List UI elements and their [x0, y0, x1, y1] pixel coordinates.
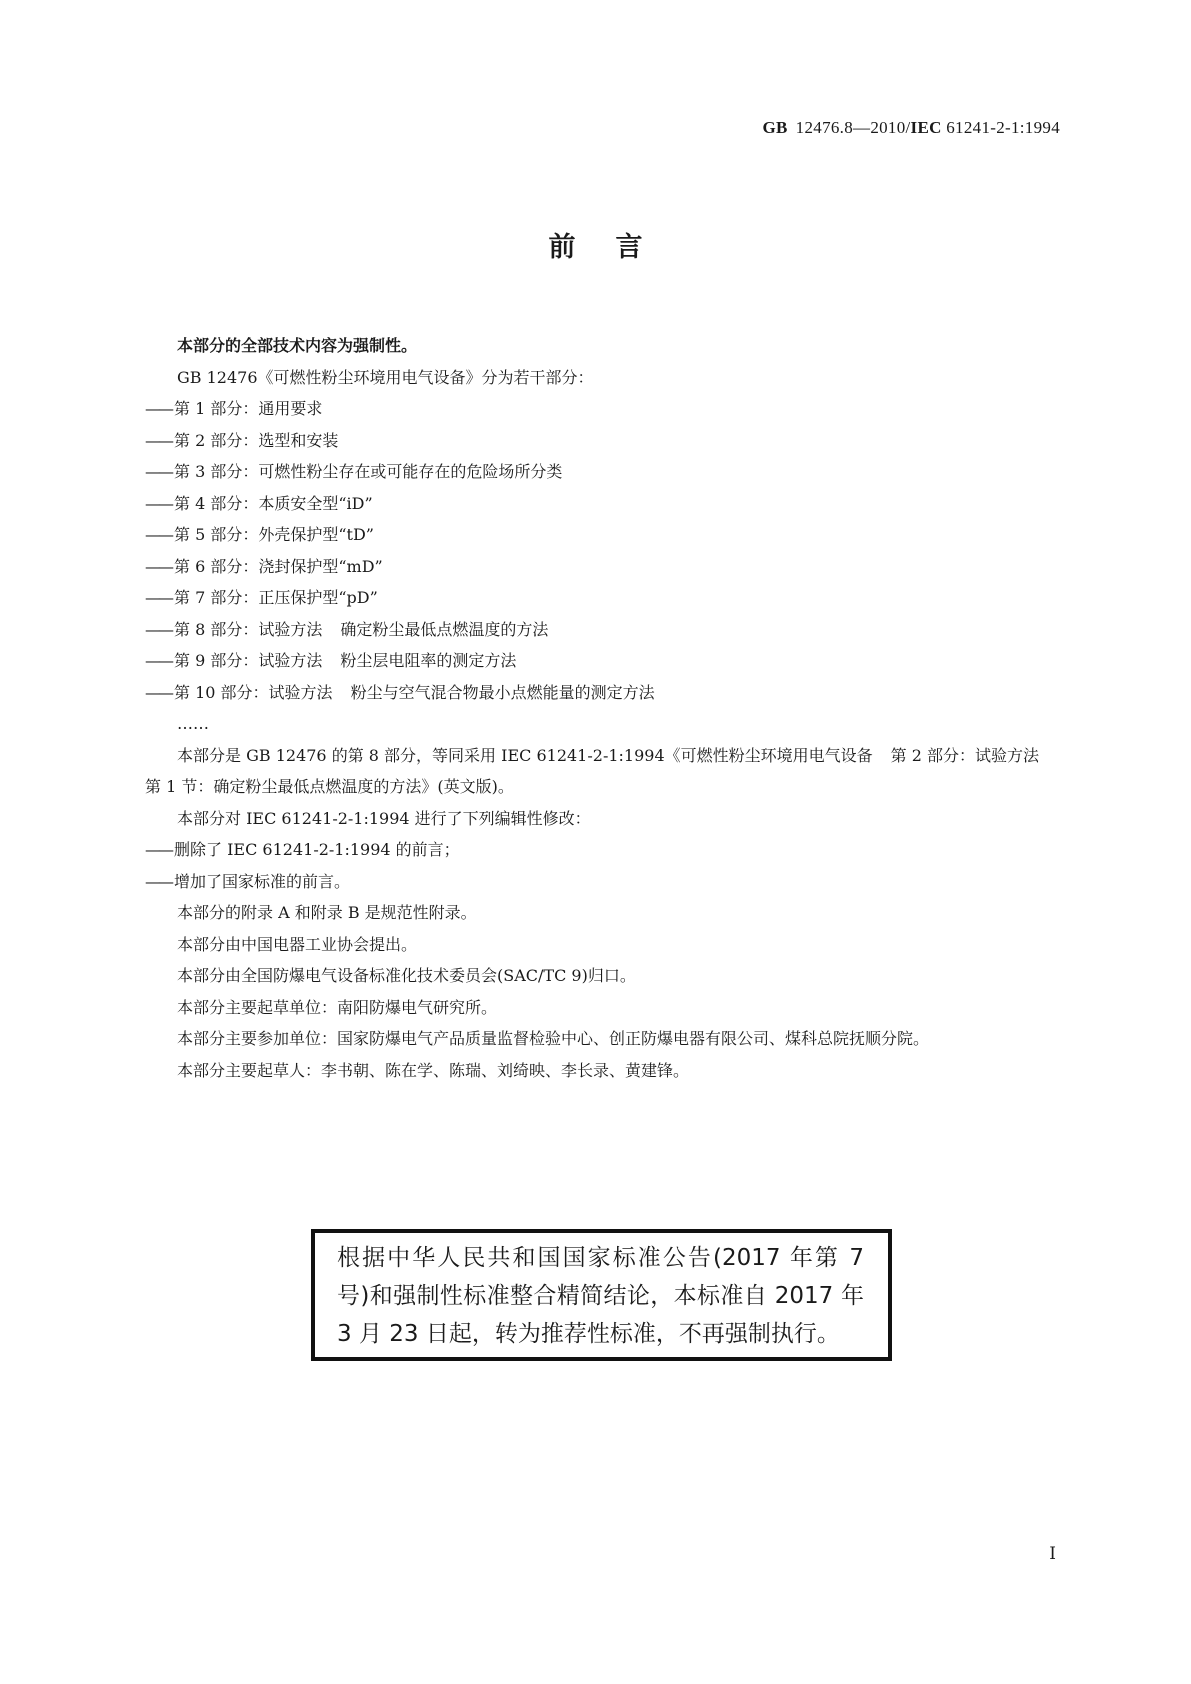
- iec-prefix: IEC: [910, 118, 942, 137]
- gb-number: 12476.8—2010/: [795, 118, 911, 137]
- gb-prefix: GB: [762, 118, 788, 137]
- list-item: —— 第 1 部分：通用要求: [145, 399, 323, 418]
- list-item: —— 第 2 部分：选型和安装: [145, 430, 339, 450]
- list-item: —— 第 9 部分：试验方法 粉尘层电阻率的测定方法: [145, 651, 517, 670]
- list-item: —— 第 4 部分：本质安全型“iD”: [145, 493, 373, 513]
- list-item: —— 第 6 部分：浇封保护型“mD”: [145, 556, 383, 576]
- page-number: I: [1049, 1544, 1056, 1564]
- centralized-by: 本部分由全国防爆电气设备标准化技术委员会(SAC/TC 9)归口。: [177, 966, 636, 985]
- parts-list: [145, 393, 1057, 708]
- lead-statement: 本部分的全部技术内容为强制性。: [177, 336, 418, 355]
- list-item: —— 增加了国家标准的前言。: [145, 871, 351, 891]
- status-notice-box: 根据中华人民共和国国家标准公告(2017 年第 7 号)和强制性标准整合精简结论，本标准自 2017 年 3 月 23 日起，转为推荐性标准，不再强制执行。: [311, 1229, 892, 1361]
- standard-code: [763, 118, 1061, 138]
- list-ellipsis: ……: [177, 714, 209, 733]
- foreword-body: [145, 330, 1057, 1086]
- list-item: —— 删除了 IEC 61241-2-1:1994 的前言；: [145, 840, 460, 859]
- main-drafters: 本部分主要起草人：李书朝、陈在学、陈瑞、刘绮映、李长录、黄建锋。: [177, 1060, 690, 1080]
- modifications-intro: 本部分对 IEC 61241-2-1:1994 进行了下列编辑性修改：: [177, 808, 591, 828]
- adoption-paragraph: 本部分是 GB 12476 的第 8 部分，等同采用 IEC 61241-2-1:1994《可燃性粉尘环境用电气设备 第 2 部分：试验方法第 1 节：确定粉尘最低点燃温度的方法》(英文版)。: [145, 745, 1040, 796]
- series-intro: GB 12476《可燃性粉尘环境用电气设备》分为若干部分：: [177, 367, 594, 387]
- list-item: —— 第 8 部分：试验方法 确定粉尘最低点燃温度的方法: [145, 619, 549, 639]
- list-item: —— 第 5 部分：外壳保护型“tD”: [145, 525, 374, 544]
- iec-number: 61241-2-1:1994: [946, 118, 1060, 137]
- page-title: 前言: [548, 232, 683, 263]
- list-item: —— 第 10 部分：试验方法 粉尘与空气混合物最小点燃能量的测定方法: [145, 682, 655, 702]
- participating-units: 本部分主要参加单位：国家防爆电气产品质量监督检验中心、创正防爆电器有限公司、煤科总院抚顺分院。: [177, 1029, 930, 1048]
- list-item: —— 第 7 部分：正压保护型“pD”: [145, 588, 378, 607]
- main-drafter-unit: 本部分主要起草单位：南阳防爆电气研究所。: [177, 997, 498, 1017]
- appendix-note: 本部分的附录 A 和附录 B 是规范性附录。: [177, 903, 477, 922]
- proposed-by: 本部分由中国电器工业协会提出。: [177, 934, 418, 954]
- list-item: —— 第 3 部分：可燃性粉尘存在或可能存在的危险场所分类: [145, 462, 563, 481]
